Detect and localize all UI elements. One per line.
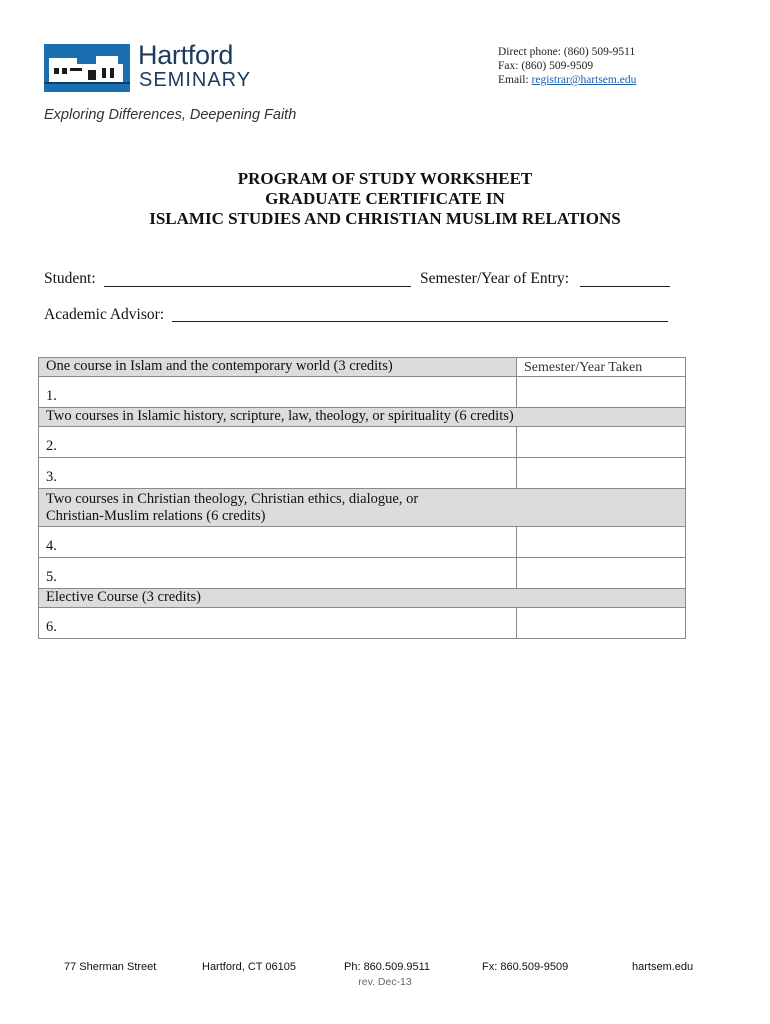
logo-name: Hartford — [138, 40, 234, 70]
hartford-seminary-logo — [44, 40, 252, 96]
tagline: Exploring Differences, Deepening Faith — [44, 107, 297, 123]
building-logo-icon — [44, 44, 130, 92]
footer-fax: Fx: 860.509-9509 — [482, 961, 569, 973]
semester-taken-3[interactable] — [517, 458, 686, 489]
section-header-row — [39, 358, 686, 377]
course-entry-6[interactable]: 6. — [39, 608, 517, 639]
course-entry-4[interactable]: 4. — [39, 527, 517, 558]
student-field[interactable] — [104, 286, 411, 287]
course-worksheet-table — [38, 357, 686, 639]
course-entry-3[interactable]: 3. — [39, 458, 517, 489]
section-heading-islamic-history: Two courses in Islamic history, scripture, law, theology, or spirituality (6 credits) — [39, 408, 686, 427]
table-row — [39, 608, 686, 639]
contact-fax: Fax: (860) 509-9509 — [498, 60, 594, 72]
student-label: Student: — [44, 270, 96, 287]
title-line-1: PROGRAM OF STUDY WORKSHEET — [237, 169, 533, 188]
footer-address: 77 Sherman Street — [64, 961, 157, 973]
contact-block — [498, 45, 636, 87]
title-line-2: GRADUATE CERTIFICATE IN — [265, 189, 505, 208]
logo-subtitle: SEMINARY — [139, 69, 252, 91]
footer-city: Hartford, CT 06105 — [202, 961, 296, 973]
section-heading-islam-contemporary: One course in Islam and the contemporary world (3 credits) — [39, 358, 517, 377]
section-header-row — [39, 408, 686, 427]
contact-email-row — [498, 73, 636, 87]
section-header-row — [39, 589, 686, 608]
section-heading-christian-theology — [39, 489, 686, 527]
email-link[interactable]: registrar@hartsem.edu — [531, 74, 637, 86]
section-heading-line-2: Christian-Muslim relations (6 credits) — [46, 508, 266, 524]
advisor-label: Academic Advisor: — [44, 306, 165, 323]
section-heading-elective: Elective Course (3 credits) — [39, 589, 686, 608]
semester-taken-6[interactable] — [517, 608, 686, 639]
semester-entry-label: Semester/Year of Entry: — [420, 270, 570, 287]
title-line-3: ISLAMIC STUDIES AND CHRISTIAN MUSLIM RELATIONS — [149, 209, 621, 228]
footer-website[interactable]: hartsem.edu — [632, 961, 694, 973]
semester-taken-1[interactable] — [517, 377, 686, 408]
footer-phone: Ph: 860.509.9511 — [344, 961, 431, 973]
semester-taken-2[interactable] — [517, 427, 686, 458]
table-row — [39, 377, 686, 408]
semester-taken-header: Semester/Year Taken — [517, 358, 686, 377]
semester-entry-field[interactable] — [580, 286, 670, 287]
semester-taken-4[interactable] — [517, 527, 686, 558]
table-row — [39, 558, 686, 589]
course-entry-5[interactable]: 5. — [39, 558, 517, 589]
course-entry-2[interactable]: 2. — [39, 427, 517, 458]
semester-taken-5[interactable] — [517, 558, 686, 589]
email-label: Email: — [498, 74, 529, 86]
document-title — [0, 169, 770, 229]
table-row — [39, 458, 686, 489]
advisor-field[interactable] — [172, 321, 668, 322]
course-entry-1[interactable]: 1. — [39, 377, 517, 408]
table-row — [39, 527, 686, 558]
contact-phone: Direct phone: (860) 509-9511 — [498, 46, 636, 58]
table-row — [39, 427, 686, 458]
revision-note: rev. Dec-13 — [358, 976, 412, 988]
section-header-row — [39, 489, 686, 527]
section-heading-line-1: Two courses in Christian theology, Christian ethics, dialogue, or — [46, 491, 419, 507]
